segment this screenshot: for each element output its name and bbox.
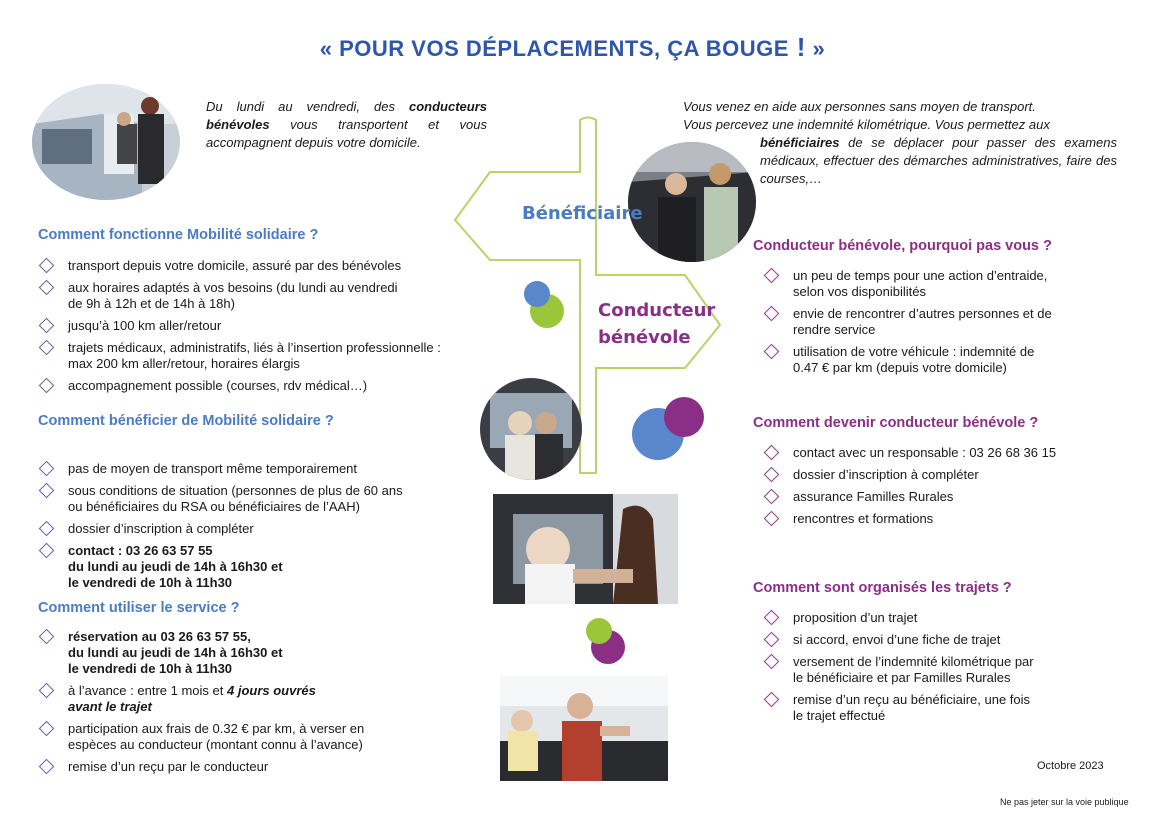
car-photo-5 xyxy=(500,676,668,781)
list-item: contact : 03 26 63 57 55 du lundi au jeudi de 14h à 16h30 et le vendredi de 10h à 11h30 xyxy=(38,543,488,591)
diamond-bullet-icon xyxy=(39,721,55,737)
intro-left: Du lundi au vendredi, des conducteurs bénévoles vous transportent et vous accompagnent depuis votre domicile. xyxy=(206,99,487,150)
list-beneficier xyxy=(38,461,488,597)
list-item: proposition d’un trajet xyxy=(763,610,1143,626)
list-item: réservation au 03 26 63 57 55, du lundi au jeudi de 14h à 16h30 et le vendredi de 10h à 11h30 xyxy=(38,629,488,677)
diamond-bullet-icon xyxy=(764,632,780,648)
list-item: assurance Familles Rurales xyxy=(763,489,1143,505)
footer-date: Octobre 2023 xyxy=(1037,760,1104,772)
list-item: pas de moyen de transport même temporairement xyxy=(38,461,488,477)
list-item: rencontres et formations xyxy=(763,511,1143,527)
list-item: sous conditions de situation (personnes de plus de 60 ans ou bénéficiaires du RSA ou bénéficiaires de l’AAH) xyxy=(38,483,488,515)
diamond-bullet-icon xyxy=(764,467,780,483)
diamond-bullet-icon xyxy=(39,629,55,645)
signpost-conducteur: Conducteur xyxy=(598,300,716,321)
diamond-bullet-icon xyxy=(764,344,780,360)
list-item: contact avec un responsable : 03 26 68 36 15 xyxy=(763,445,1143,461)
list-item: aux horaires adaptés à vos besoins (du lundi au vendredi de 9h à 12h et de 14h à 18h) xyxy=(38,280,488,312)
list-conducteur xyxy=(763,268,1143,382)
list-item: un peu de temps pour une action d’entraide, selon vos disponibilités xyxy=(763,268,1143,300)
diamond-bullet-icon xyxy=(764,511,780,527)
list-utiliser xyxy=(38,629,488,781)
diamond-bullet-icon xyxy=(39,378,55,394)
list-item: remise d’un reçu par le conducteur xyxy=(38,759,488,775)
diamond-bullet-icon xyxy=(764,610,780,626)
diamond-bullet-icon xyxy=(39,521,55,537)
signpost-benevole: bénévole xyxy=(598,327,691,348)
diamond-bullet-icon xyxy=(39,280,55,296)
list-item: envie de rencontrer d’autres personnes et de rendre service xyxy=(763,306,1143,338)
car-photo-1 xyxy=(32,84,180,200)
diamond-bullet-icon xyxy=(764,268,780,284)
car-photo-3 xyxy=(480,378,582,480)
list-item: remise d’un reçu au bénéficiaire, une fois le trajet effectué xyxy=(763,692,1143,724)
list-devenir xyxy=(763,445,1143,533)
heading-organises: Comment sont organisés les trajets ? xyxy=(753,580,1012,596)
heading-utiliser: Comment utiliser le service ? xyxy=(38,600,240,616)
diamond-bullet-icon xyxy=(764,306,780,322)
list-item: participation aux frais de 0.32 € par km, à verser en espèces au conducteur (montant connu à l’avance) xyxy=(38,721,488,753)
list-fonctionne xyxy=(38,258,488,400)
decor-circles-1 xyxy=(520,280,570,330)
page-title: « POUR VOS DÉPLACEMENTS, ÇA BOUGE ! » xyxy=(319,32,826,62)
list-item: dossier d’inscription à compléter xyxy=(38,521,488,537)
list-item: versement de l’indemnité kilométrique par le bénéficiaire et par Familles Rurales xyxy=(763,654,1143,686)
intro-right-line1: Vous venez en aide aux personnes sans moyen de transport. xyxy=(683,99,1036,114)
list-item: dossier d’inscription à compléter xyxy=(763,467,1143,483)
intro-right-rest: bénéficiaires de se déplacer pour passer des examens médicaux, effectuer des démarches administratives, faire des courses,… xyxy=(760,135,1117,186)
intro-right-line2: Vous percevez une indemnité kilométrique. Vous permettez aux xyxy=(683,117,1050,132)
diamond-bullet-icon xyxy=(39,683,55,699)
diamond-bullet-icon xyxy=(39,258,55,274)
diamond-bullet-icon xyxy=(764,445,780,461)
list-item: jusqu’à 100 km aller/retour xyxy=(38,318,488,334)
heading-fonctionne: Comment fonctionne Mobilité solidaire ? xyxy=(38,227,319,243)
decor-circles-2 xyxy=(630,395,710,465)
diamond-bullet-icon xyxy=(764,654,780,670)
list-item: accompagnement possible (courses, rdv médical…) xyxy=(38,378,488,394)
diamond-bullet-icon xyxy=(39,759,55,775)
signpost-beneficiaire: Bénéficiaire xyxy=(522,203,643,224)
list-organises xyxy=(763,610,1143,730)
list-item: utilisation de votre véhicule : indemnité de 0.47 € par km (depuis votre domicile) xyxy=(763,344,1143,376)
footer-note: Ne pas jeter sur la voie publique xyxy=(1000,797,1129,807)
heading-beneficier: Comment bénéficier de Mobilité solidaire ? xyxy=(38,413,334,429)
heading-devenir: Comment devenir conducteur bénévole ? xyxy=(753,415,1039,431)
heading-conducteur: Conducteur bénévole, pourquoi pas vous ? xyxy=(753,238,1052,254)
diamond-bullet-icon xyxy=(39,318,55,334)
list-item: trajets médicaux, administratifs, liés à l’insertion professionnelle : max 200 km aller/retour, horaires élargis xyxy=(38,340,488,372)
diamond-bullet-icon xyxy=(764,692,780,708)
diamond-bullet-icon xyxy=(39,483,55,499)
diamond-bullet-icon xyxy=(39,461,55,477)
diamond-bullet-icon xyxy=(39,543,55,559)
decor-circles-3 xyxy=(582,616,632,666)
diamond-bullet-icon xyxy=(764,489,780,505)
list-item: à l’avance : entre 1 mois et 4 jours ouvrés avant le trajet xyxy=(38,683,488,715)
list-item: si accord, envoi d’une fiche de trajet xyxy=(763,632,1143,648)
diamond-bullet-icon xyxy=(39,340,55,356)
car-photo-4 xyxy=(493,494,678,604)
list-item: transport depuis votre domicile, assuré par des bénévoles xyxy=(38,258,488,274)
